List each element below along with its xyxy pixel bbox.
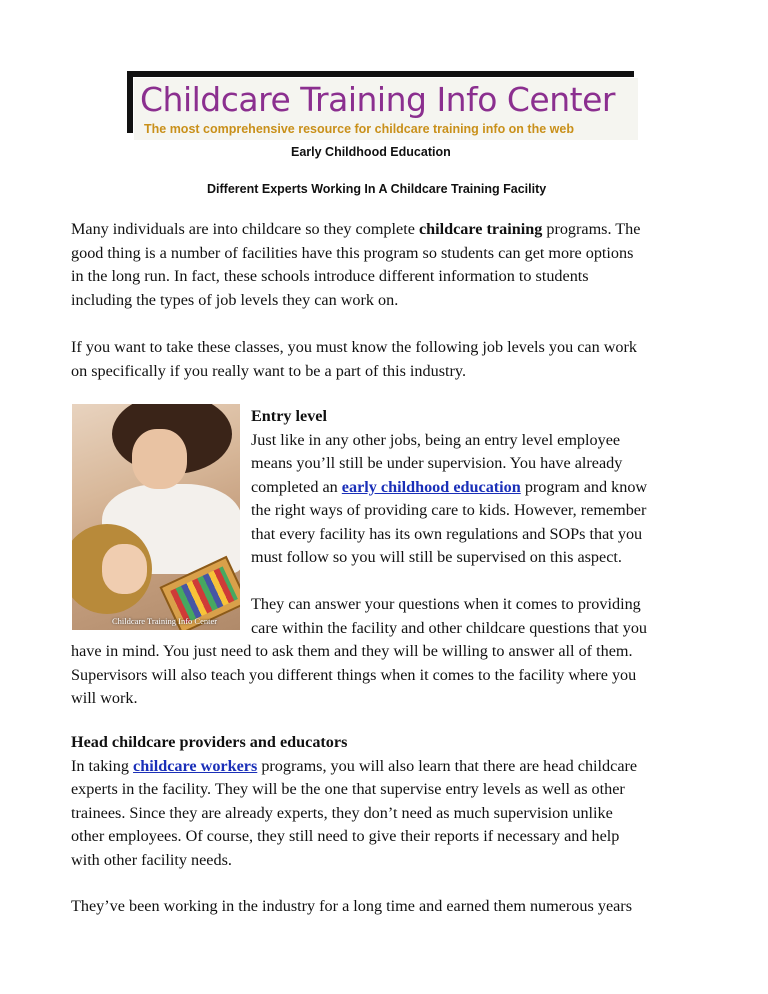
intro-line-2: good thing is a number of facilities have this program so students can get more options — [71, 243, 634, 262]
last-paragraph — [71, 895, 701, 919]
entry2-line-1: They can answer your questions when it comes to providing — [251, 595, 641, 613]
head-line-5: with other facility needs. — [71, 850, 232, 869]
entry2-line-3: have in mind. You just need to ask them and they will be willing to answer all of them. — [71, 642, 633, 660]
photo-watermark: Childcare Training Info Center — [112, 616, 218, 626]
intro-paragraph — [71, 218, 701, 312]
childcare-photo — [72, 404, 240, 630]
paragraph-2-line-2: on specifically if you really want to be a part of this industry. — [71, 361, 466, 380]
photo-child-face — [102, 544, 147, 594]
paragraph-2 — [71, 336, 701, 383]
entry-text: program and know — [520, 477, 648, 496]
entry-paragraph-2-bottom — [71, 640, 701, 711]
entry-line-6: must follow so you will still be supervised on this aspect. — [251, 548, 622, 566]
head-line-1 — [71, 755, 701, 779]
banner-border-left — [127, 71, 133, 133]
entry2-line-2: care within the facility and other childcare questions that you — [251, 618, 648, 637]
entry-paragraph-2-top — [251, 593, 701, 640]
entry-line-4: the right ways of providing care to kids. However, remember — [251, 501, 647, 519]
photo-face — [132, 429, 187, 489]
entry-text: completed an — [251, 477, 342, 496]
childcare-workers-link[interactable]: childcare workers — [133, 756, 258, 775]
intro-line-1 — [71, 218, 701, 242]
page-title: Different Experts Working In A Childcare Training Facility — [207, 182, 547, 196]
entry-level-section — [251, 405, 701, 570]
banner-border — [127, 71, 634, 77]
intro-text: programs. The — [542, 220, 641, 238]
head-text: In taking — [71, 756, 134, 775]
entry-line-1: Just like in any other jobs, being an entry level employee — [251, 430, 621, 449]
entry-line-2: means you’ll still be under supervision. You have already — [251, 454, 623, 472]
head-providers-heading: Head childcare providers and educators — [71, 733, 348, 751]
site-banner-logo[interactable] — [134, 78, 638, 140]
entry-line-3 — [251, 476, 701, 500]
early-childhood-education-link[interactable]: early childhood education — [341, 477, 521, 496]
banner-title: Childcare Training Info Center — [140, 80, 615, 119]
intro-text: Many individuals are into childcare so they complete — [71, 220, 419, 238]
head-providers-section — [71, 731, 701, 872]
head-text: programs, you will also learn that there are head childcare — [257, 756, 638, 775]
entry2-line-5: will work. — [71, 689, 138, 707]
intro-line-3: in the long run. In fact, these schools introduce different information to students — [71, 267, 589, 285]
entry-line-5: that every facility has its own regulations and SOPs that you — [251, 524, 643, 543]
head-line-2: experts in the facility. They will be the one that supervise entry levels as well as other — [71, 780, 625, 798]
intro-line-4: including the types of job levels they can work on. — [71, 290, 399, 309]
entry-level-heading: Entry level — [251, 407, 327, 425]
last-line-1: They’ve been working in the industry for a long time and earned them numerous years — [71, 897, 632, 915]
paragraph-2-line-1: If you want to take these classes, you must know the following job levels you can work — [71, 338, 638, 356]
head-line-4: other employees. Of course, they still need to give their reports if necessary and help — [71, 827, 620, 845]
entry2-line-4: Supervisors will also teach you different things when it comes to the facility where you — [71, 665, 637, 684]
intro-bold-term: childcare training — [418, 220, 543, 238]
page-subtitle: Early Childhood Education — [291, 145, 451, 159]
banner-tagline: The most comprehensive resource for childcare training info on the web — [144, 122, 574, 136]
head-line-3: trainees. Since they are already experts, they don’t need as much supervision unlike — [71, 803, 613, 822]
